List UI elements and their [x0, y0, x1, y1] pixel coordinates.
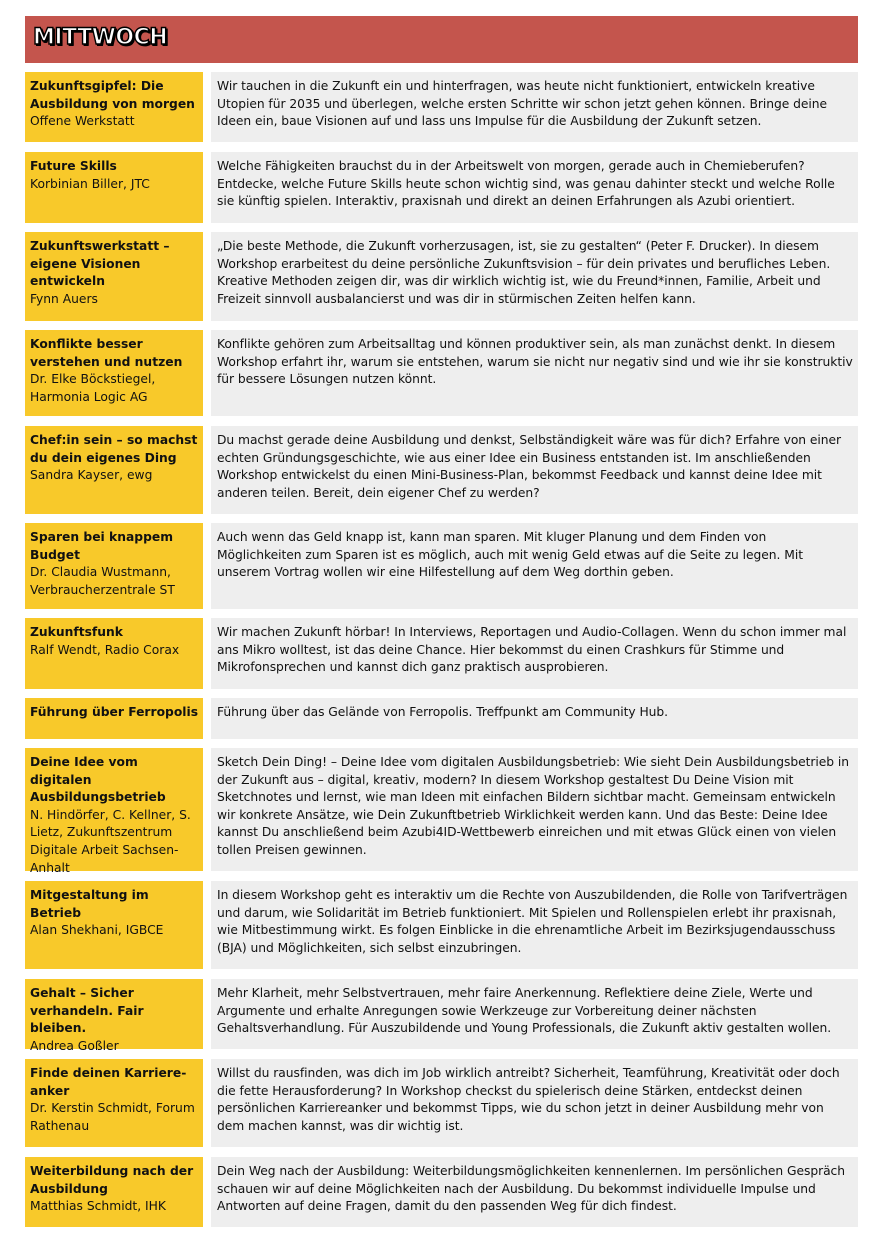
session-description: Sketch Dein Ding! – Deine Idee vom digitalen Ausbildungsbetrieb: Wie sieht Dein Ausbildungsbetrieb in der Zukunft aus – digital, kreativ, modern? In diesem Workshop gestaltest Du Deine Vision mit Sketchnotes und lernst, wie man Ideen mit einfachen Bildern sichtbar macht. Gemeinsam entwickeln wir konkrete Ansätze, wie Dein Zukunftbetrieb Wirklichkeit werden kann. Und das Beste: Deine Idee kannst Du anschließend beim Azubi4ID-Wettbewerb einreichen und mit etwas Glück einen von vielen tollen Preisen gewinnen.: [211, 748, 858, 871]
session-row: [25, 1157, 858, 1227]
session-info: [25, 232, 203, 321]
session-title: Future Skills: [30, 159, 117, 173]
session-description: Führung über das Gelände von Ferropolis. Treffpunkt am Community Hub.: [211, 698, 858, 739]
session-info: [25, 72, 203, 142]
session-speaker: Fynn Auers: [30, 291, 98, 306]
session-info: [25, 426, 203, 514]
session-speaker: Dr. Claudia Wustmann, Verbraucherzentrale ST: [30, 565, 175, 597]
session-description: Wir machen Zukunft hörbar! In Interviews, Reportagen und Audio-Collagen. Wenn du schon immer mal ans Mikro wolltest, ist das deine Chance. Hier bekommst du einen Crashkurs für Stimme und Mikrofonsprechen und kannst dich ganz praktisch ausprobieren.: [211, 618, 858, 689]
session-info: [25, 330, 203, 416]
session-row: [25, 698, 858, 739]
session-title: Konflikte besser verstehen und nutzen: [30, 337, 183, 369]
session-speaker: Sandra Kayser, ewg: [30, 468, 153, 483]
session-row: [25, 330, 858, 416]
session-info: [25, 1059, 203, 1147]
session-speaker: Dr. Kerstin Schmidt, Forum Rathenau: [30, 1101, 195, 1133]
session-speaker: Offene Werkstatt: [30, 114, 135, 129]
session-row: [25, 618, 858, 689]
session-title: Gehalt – Sicher verhandeln. Fair bleiben.: [30, 986, 144, 1036]
session-row: [25, 979, 858, 1053]
session-title: Finde deinen Karriere-anker: [30, 1066, 187, 1098]
session-row: [25, 881, 858, 969]
session-title: Deine Idee vom digitalen Ausbildungsbetrieb: [30, 755, 166, 805]
session-speaker: Matthias Schmidt, IHK: [30, 1199, 166, 1214]
session-row: [25, 232, 858, 321]
session-info: [25, 979, 203, 1053]
session-row: [25, 1059, 858, 1147]
session-info: [25, 698, 203, 739]
session-speaker: Korbinian Biller, JTC: [30, 176, 150, 191]
session-info: [25, 881, 203, 969]
session-info: [25, 152, 203, 223]
session-speaker: Dr. Elke Böckstiegel, Harmonia Logic AG: [30, 372, 156, 404]
session-title: Mitgestaltung im Betrieb: [30, 888, 149, 920]
session-title: Chef:in sein – so machst du dein eigenes Ding: [30, 433, 198, 465]
session-info: [25, 523, 203, 609]
session-speaker: Andrea Goßler: [30, 1038, 119, 1053]
session-description: Wir tauchen in die Zukunft ein und hinterfragen, was heute nicht funktioniert, entwickeln kreative Utopien für 2035 und überlegen, welche ersten Schritte wir schon jetzt gehen können. Bringe deine Ideen ein, baue Visionen auf und lass uns Impulse für die Ausbildung der Zukunft setzen.: [211, 72, 858, 142]
session-description: Mehr Klarheit, mehr Selbstvertrauen, mehr faire Anerkennung. Reflektiere deine Ziele, Werte und Argumente und erhalte Anregungen sowie Werkzeuge zur Vorbereitung deiner nächsten Gehaltsverhandlung. Für Auszubildende und Young Professionals, die Zukunft aktiv gestalten wollen.: [211, 979, 858, 1049]
day-header: [25, 16, 858, 63]
day-title: MITTWOCH: [33, 25, 168, 50]
session-title: Führung über Ferropolis: [30, 705, 199, 719]
session-title: Zukunftsgipfel: Die Ausbildung von morgen: [30, 79, 195, 111]
session-title: Weiterbildung nach der Ausbildung: [30, 1164, 194, 1196]
session-description: Dein Weg nach der Ausbildung: Weiterbildungsmöglichkeiten kennenlernen. Im persönlichen Gespräch schauen wir auf deine Möglichkeiten nach der Ausbildung. Du bekommst individuelle Impulse und Antworten auf deine Fragen, damit du den passenden Weg für dich findest.: [211, 1157, 858, 1227]
session-description: Welche Fähigkeiten brauchst du in der Arbeitswelt von morgen, gerade auch in Chemieberufen? Entdecke, welche Future Skills heute schon wichtig sind, was genau dahinter steckt und welche Rolle sie künftig spielen. Interaktiv, praxisnah und direkt an deinen Erfahrungen als Azubi orientiert.: [211, 152, 858, 223]
session-description: Konflikte gehören zum Arbeitsalltag und können produktiver sein, als man zunächst denkt. In diesem Workshop erfahrt ihr, warum sie entstehen, warum sie nicht nur negativ sind und wie ihr sie konstruktiv für bessere Lösungen nutzen könnt.: [211, 330, 858, 416]
session-title: Sparen bei knappem Budget: [30, 530, 174, 562]
session-title: Zukunftswerkstatt – eigene Visionen entwickeln: [30, 239, 170, 289]
session-description: „Die beste Methode, die Zukunft vorherzusagen, ist, sie zu gestalten“ (Peter F. Drucker). In diesem Workshop erarbeitest du deine persönliche Zukunftsvision – für dein privates und berufliches Leben. Kreative Methoden zeigen dir, was dir wirklich wichtig ist, wie du Freund*innen, Familie, Arbeit und Freizeit sinnvoll ausbalancierst und was dir in stürmischen Zeiten helfen kann.: [211, 232, 858, 321]
session-row: [25, 748, 858, 875]
session-description: In diesem Workshop geht es interaktiv um die Rechte von Auszubildenden, die Rolle von Tarifverträgen und darum, wie Solidarität im Betrieb funktioniert. Mit Spielen und Rollenspielen erlebt ihr praxisnah, wie Mitbestimmung wirkt. Es folgen Einblicke in die ehrenamtliche Arbeit im Bezirksjugendausschuss (BJA) und Möglichkeiten, sich selbst einzubringen.: [211, 881, 858, 969]
session-speaker: Ralf Wendt, Radio Corax: [30, 642, 180, 657]
session-description: Willst du rausfinden, was dich im Job wirklich antreibt? Sicherheit, Teamführung, Kreativität oder doch die fette Herausforderung? In Workshop checkst du spielerisch deine Stärken, entdeckst deinen persönlichen Karriereanker und bekommst Tipps, wie du schon jetzt in deiner Ausbildung mehr von dem machen kannst, was dir wichtig ist.: [211, 1059, 858, 1147]
session-row: [25, 72, 858, 142]
session-description: Du machst gerade deine Ausbildung und denkst, Selbständigkeit wäre was für dich? Erfahre von einer echten Gründungsgeschichte, wie aus einer Idee ein Business entstanden ist. Im anschließenden Workshop entwickelst du einen Mini-Business-Plan, bekommst Feedback und kannst deine Idee mit anderen teilen. Bereit, dein eigener Chef zu werden?: [211, 426, 858, 514]
session-info: [25, 748, 203, 875]
session-row: [25, 523, 858, 609]
session-description: Auch wenn das Geld knapp ist, kann man sparen. Mit kluger Planung und dem Finden von Möglichkeiten zum Sparen ist es möglich, auch mit wenig Geld etwas auf die Seite zu legen. Mit unserem Vortrag wollen wir eine Hilfestellung auf dem Weg dorthin geben.: [211, 523, 858, 609]
session-info: [25, 1157, 203, 1227]
session-row: [25, 152, 858, 223]
session-row: [25, 426, 858, 514]
session-title: Zukunftsfunk: [30, 625, 123, 639]
session-speaker: Alan Shekhani, IGBCE: [30, 923, 164, 938]
session-speaker: N. Hindörfer, C. Kellner, S. Lietz, Zukunftszentrum Digitale Arbeit Sachsen-Anhalt: [30, 807, 191, 875]
session-info: [25, 618, 203, 689]
